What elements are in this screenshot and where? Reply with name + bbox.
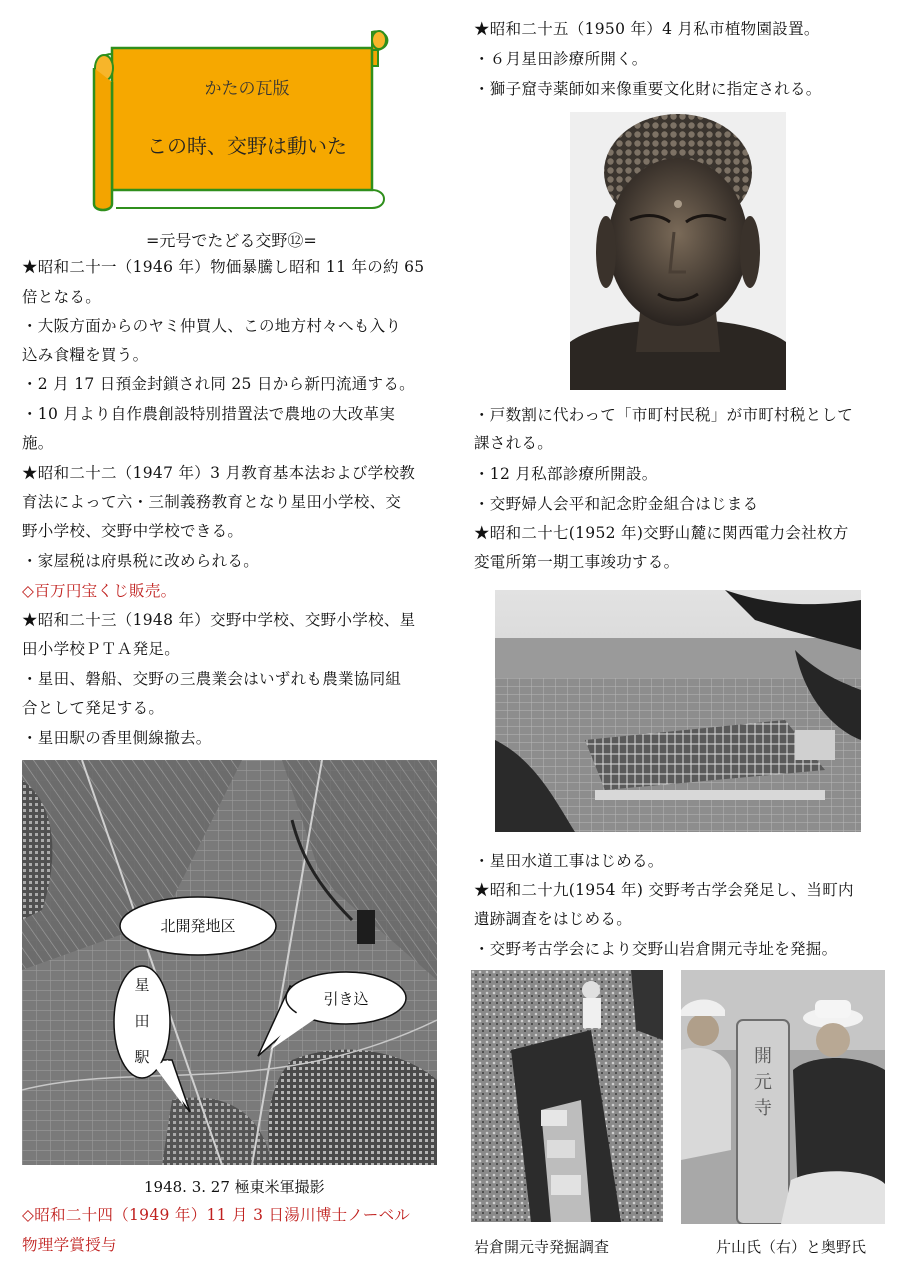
left-line-6: ・10 月より自作農創設特別措置法で農地の大改革実 (22, 405, 396, 423)
page-subtitle: =元号でたどる交野⑫= (146, 231, 317, 250)
right-mid-line-3: ・12 月私部診療所開設。 (474, 465, 658, 483)
bottom-left-line-1: ◇昭和二十四（1949 年）11 月 3 日湯川博士ノーベル (22, 1206, 411, 1224)
left-line-2: 倍となる。 (22, 288, 102, 306)
buddha-statue-photo (570, 112, 786, 390)
left-line-15: ・星田、磐船、交野の三農業会はいずれも農業協同組 (22, 670, 402, 688)
left-line-13: ★昭和二十三（1948 年）交野中学校、交野小学校、星 (22, 611, 416, 629)
left-line-7: 施。 (22, 434, 54, 452)
right-top-line-3: ・獅子窟寺薬師如来像重要文化財に指定される。 (474, 80, 822, 98)
bottom-left-line-2: 物理学賞授与 (22, 1236, 117, 1254)
left-line-10: 野小学校、交野中学校できる。 (22, 522, 244, 540)
label-spur-line: 引き込 (323, 990, 369, 1008)
label-station-char-2: 田 (134, 1012, 150, 1030)
aerial-photo (22, 760, 437, 1165)
scroll-banner (88, 26, 398, 212)
left-line-5: ・2 月 17 日預金封鎖され同 25 日から新円流通する。 (22, 375, 415, 393)
left-line-11: ・家屋税は府県税に改められる。 (22, 552, 260, 570)
right-mid-line-2: 課される。 (474, 434, 554, 452)
substation-photo (495, 590, 861, 832)
left-line-16: 合として発足する。 (22, 699, 165, 717)
excavation-caption: 岩倉開元寺発掘調査 (474, 1238, 610, 1256)
aerial-callouts (22, 760, 437, 1165)
right-mid-line-6: 変電所第一期工事竣功する。 (474, 553, 680, 571)
label-north-development: 北開発地区 (160, 917, 236, 935)
excavation-photo (471, 970, 663, 1222)
substation-image (495, 590, 861, 832)
left-line-14: 田小学校ＰＴＡ発足。 (22, 640, 181, 658)
left-line-1: ★昭和二十一（1946 年）物価暴騰し昭和 11 年の約 65 (22, 258, 425, 276)
left-line-12: ◇百万円宝くじ販売。 (22, 582, 177, 600)
buddha-statue-image (570, 112, 786, 390)
stone-monument-image (681, 970, 885, 1224)
right-low-line-4: ・交野考古学会により交野山岩倉開元寺址を発掘。 (474, 940, 838, 958)
right-low-line-2: ★昭和二十九(1954 年) 交野考古学会発足し、当町内 (474, 881, 854, 899)
right-mid-line-5: ★昭和二十七(1952 年)交野山麓に関西電力会社枚方 (474, 524, 849, 542)
left-line-8: ★昭和二十二（1947 年）3 月教育基本法および学校教 (22, 464, 416, 482)
left-line-3: ・大阪方面からのヤミ仲買人、この地方村々へも入り (22, 317, 402, 335)
label-station-char-3: 駅 (134, 1048, 150, 1066)
right-mid-line-4: ・交野婦人会平和記念貯金組合はじまる (474, 495, 759, 513)
stone-inscription-char-3: 寺 (754, 1098, 772, 1119)
right-mid-line-1: ・戸数割に代わって「市町村民税」が市町村税として (474, 406, 854, 424)
left-line-9: 育法によって六・三制義務教育となり星田小学校、交 (22, 493, 402, 511)
left-line-17: ・星田駅の香里側線撤去。 (22, 729, 212, 747)
right-top-line-2: ・６月星田診療所開く。 (474, 50, 648, 68)
banner-series: かたの瓦版 (204, 79, 290, 99)
stone-inscription-char-2: 元 (754, 1072, 772, 1093)
right-top-line-1: ★昭和二十五（1950 年）4 月私市植物園設置。 (474, 20, 820, 38)
excavation-image (471, 970, 663, 1222)
left-line-4: 込み食糧を買う。 (22, 346, 149, 364)
people-caption: 片山氏（右）と奥野氏 (716, 1238, 867, 1256)
stone-monument-photo (681, 970, 885, 1224)
label-station-char-1: 星 (134, 976, 150, 994)
right-low-line-1: ・星田水道工事はじめる。 (474, 852, 664, 870)
aerial-caption: 1948. 3. 27 極東米軍撮影 (144, 1178, 325, 1196)
banner-headline: この時、交野は動いた (147, 134, 347, 158)
stone-inscription-char-1: 開 (754, 1046, 772, 1067)
right-low-line-3: 遺跡調査をはじめる。 (474, 910, 633, 928)
